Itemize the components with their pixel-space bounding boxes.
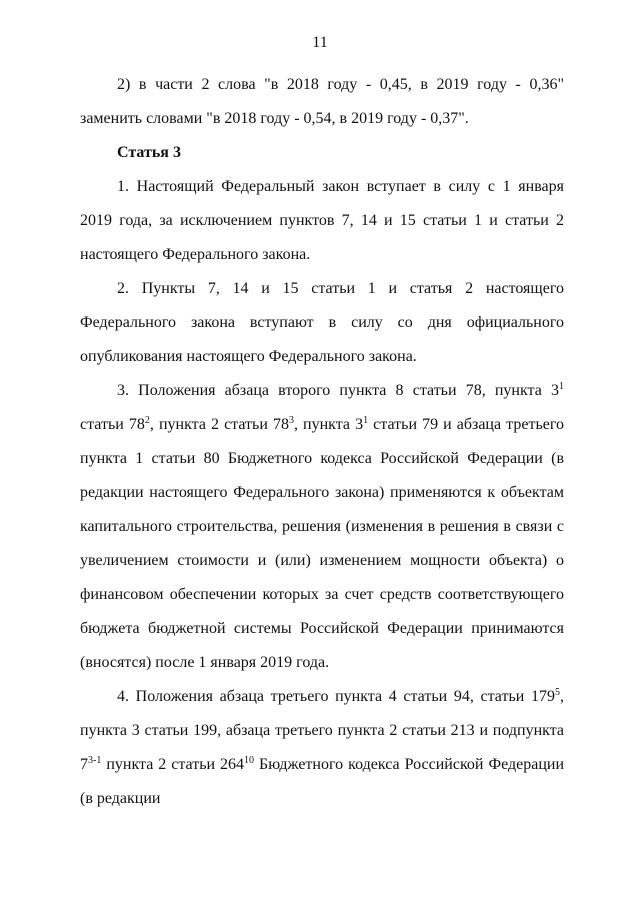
paragraph-article3-part4 (80, 680, 564, 816)
text-run: 3. Положения абзаца второго пункта 8 статьи 78, пункта 3 (117, 382, 559, 399)
superscript: 3-1 (88, 755, 102, 766)
page-number: 11 (312, 34, 328, 51)
paragraph-article3-part2: 2. Пункты 7, 14 и 15 статьи 1 и статья 2 настоящего Федерального закона вступают в силу со дня официального опубликования настоящего Федерального закона. (80, 280, 564, 365)
paragraph-item-2: 2) в части 2 слова "в 2018 году - 0,45, в 2019 году - 0,36" заменить словами "в 2018 году - 0,54, в 2019 году - 0,37". (80, 76, 564, 127)
superscript: 1 (559, 381, 564, 392)
text-run: , пункта 3 (293, 416, 364, 433)
text-run: пункта 2 статьи 264 (101, 756, 245, 773)
superscript: 3 (288, 415, 294, 426)
text-run: , пункта 3 статьи 199, абзаца третьего пункта 2 статьи 213 и подпункта 7 (80, 688, 564, 773)
article-heading: Статья 3 (117, 144, 181, 161)
superscript: 1 (363, 415, 369, 426)
document-body (80, 68, 564, 816)
text-run: Бюджетного кодекса Российской Федерации (в редакции (80, 756, 564, 807)
text-run: статьи 79 и абзаца третьего пункта 1 статьи 80 Бюджетного кодекса Российской Федерации (в редакции настоящего Федерального закона) применяются к объектам капитального строительства, решения (изменения в решения в связи с увеличением стоимости и (или) изменением мощности объекта) о финансовом обеспечении которых за счет средств соответствующего бюджета бюджетной системы Российской Федерации принимаются (вносятся) после 1 января 2019 года. (80, 416, 565, 671)
paragraph-article3-part3 (80, 374, 564, 680)
superscript: 5 (555, 687, 560, 698)
text-run: , пункта 2 статьи 78 (149, 416, 289, 433)
text-run: статьи 78 (80, 416, 145, 433)
paragraph-article3-part1: 1. Настоящий Федеральный закон вступает в силу с 1 января 2019 года, за исключением пунктов 7, 14 и 15 статьи 1 и статьи 2 настоящего Федерального закона. (80, 178, 564, 263)
superscript: 10 (244, 755, 255, 766)
superscript: 2 (144, 415, 150, 426)
text-run: 4. Положения абзаца третьего пункта 4 статьи 94, статьи 179 (117, 688, 555, 705)
